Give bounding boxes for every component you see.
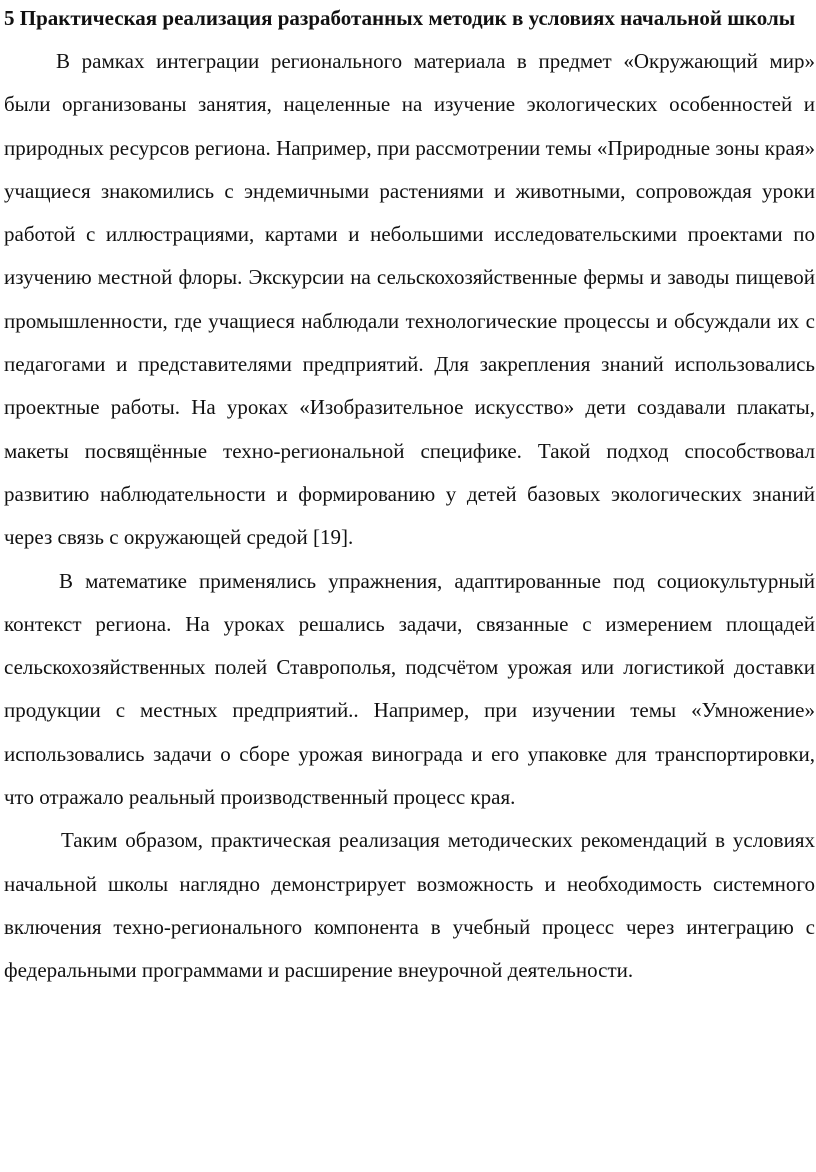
paragraph-conclusion: Таким образом, практическая реализация методических рекомендаций в условиях начальной школы наглядно демонстрирует возможность и необходимость системного включения техно-регионального компонента в учебный процесс через интеграцию с федеральными программами и расширение внеурочной деятельности. — [4, 828, 815, 983]
document-page — [4, 0, 815, 993]
paragraph-environment: В рамках интеграции регионального материала в предмет «Окружающий мир» были организованы занятия, нацеленные на изучение экологических особенностей и природных ресурсов региона. Например, при рассмотрении темы «Природные зоны края» учащиеся знакомились с эндемичными растениями и животными, сопровождая уроки работой с иллюстрациями, картами и небольшими исследовательскими проектами по изучению местной флоры. Экскурсии на сельскохозяйственные фермы и заводы пищевой промышленности, где учащиеся наблюдали технологические процессы и обсуждали их с педагогами и представителями предприятий. Для закрепления знаний использовались проектные работы. На уроках «Изобразительное искусство» дети создавали плакаты, макеты посвящённые техно-региональной специфике. Такой подход способствовал развитию наблюдательности и формированию у детей базовых экологических знаний через связь с окружающей средой [19]. — [4, 49, 815, 550]
paragraph-mathematics: В математике применялись упражнения, адаптированные под социокультурный контекст региона. На уроках решались задачи, связанные с измерением площадей сельскохозяйственных полей Ставрополья, подсчётом урожая или логистикой доставки продукции с местных предприятий.. Например, при изучении темы «Умножение» использовались задачи о сборе урожая винограда и его упаковке для транспортировки, что отражало реальный производственный процесс края. — [4, 568, 815, 810]
section-heading: 5 Практическая реализация разработанных методик в условиях начальной школы — [4, 6, 796, 30]
